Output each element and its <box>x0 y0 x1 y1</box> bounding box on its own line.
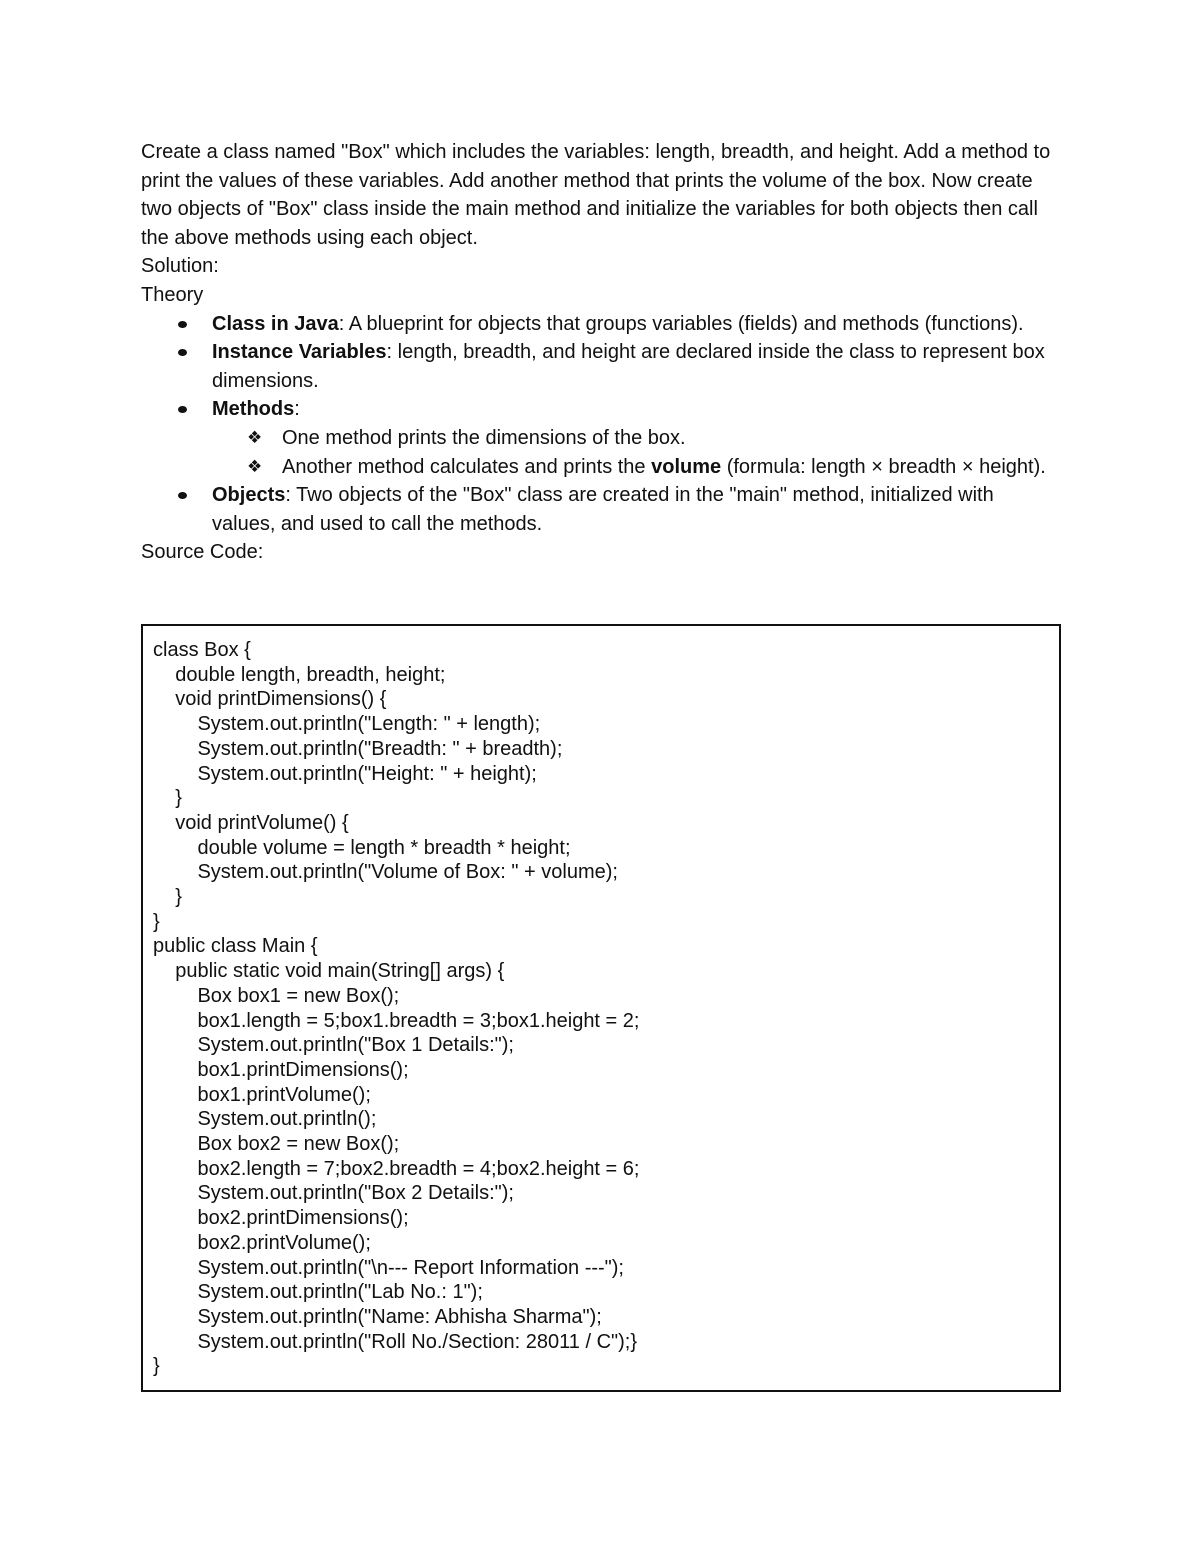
methods-subitem-text: (formula: length × breadth × height). <box>721 455 1046 478</box>
bullet-icon <box>178 406 187 413</box>
code-line: System.out.println("Length: " + length); <box>153 713 541 736</box>
code-line: System.out.println(); <box>153 1108 377 1131</box>
theory-desc: : Two objects of the "Box" class are created in the "main" method, initialized with values, and used to call the methods. <box>212 484 994 535</box>
theory-desc: : <box>294 398 300 421</box>
code-line: } <box>153 886 182 909</box>
code-line: box2.printVolume(); <box>153 1231 371 1254</box>
code-line: void printDimensions() { <box>153 688 387 711</box>
code-line: } <box>153 787 182 810</box>
code-line: System.out.println("Breadth: " + breadth); <box>153 737 563 760</box>
bullet-icon <box>178 492 187 499</box>
theory-term: Objects <box>212 484 286 507</box>
source-code-label: Source Code: <box>141 541 264 564</box>
code-line: box1.length = 5;box1.breadth = 3;box1.height = 2; <box>153 1009 640 1032</box>
code-line: System.out.println("Name: Abhisha Sharma"); <box>153 1305 602 1328</box>
code-line: } <box>153 1355 160 1378</box>
theory-term: Instance Variables <box>212 341 387 364</box>
code-line: System.out.println("Box 1 Details:"); <box>153 1034 514 1057</box>
code-line: } <box>153 910 160 933</box>
code-line: System.out.println("Lab No.: 1"); <box>153 1281 483 1304</box>
code-line: box2.printDimensions(); <box>153 1207 409 1230</box>
code-line: box1.printDimensions(); <box>153 1058 409 1081</box>
theory-heading: Theory <box>141 283 204 306</box>
theory-item-objects <box>141 481 1061 538</box>
code-line: System.out.println("Volume of Box: " + volume); <box>153 861 618 884</box>
code-line: public class Main { <box>153 935 318 958</box>
theory-item-instance-variables <box>141 338 1061 395</box>
code-line: double length, breadth, height; <box>153 663 446 686</box>
code-line: double volume = length * breadth * height; <box>153 836 571 859</box>
theory-item-class <box>141 310 1061 339</box>
diamond-bullet-icon: ❖ <box>247 456 263 477</box>
theory-item-methods <box>141 395 1061 481</box>
solution-label: Solution: <box>141 255 219 278</box>
code-line: System.out.println("Height: " + height); <box>153 762 537 785</box>
code-line: Box box1 = new Box(); <box>153 984 400 1007</box>
code-line: box2.length = 7;box2.breadth = 4;box2.height = 6; <box>153 1157 640 1180</box>
theory-desc: : length, breadth, and height are declared inside the class to represent box dimensions. <box>212 341 1045 392</box>
theory-term: Methods <box>212 398 295 421</box>
code-line: System.out.println("\n--- Report Information ---"); <box>153 1256 624 1279</box>
methods-subitem-bold: volume <box>651 455 722 478</box>
methods-subitem <box>212 424 1061 453</box>
methods-sublist <box>212 424 1061 481</box>
source-code-box <box>141 624 1061 1392</box>
theory-list <box>141 310 1061 539</box>
bullet-icon <box>178 321 187 328</box>
code-line: Box box2 = new Box(); <box>153 1133 400 1156</box>
code-line: class Box { <box>153 639 251 661</box>
code-line: void printVolume() { <box>153 811 349 834</box>
code-line: public static void main(String[] args) { <box>153 960 505 983</box>
theory-desc: : A blueprint for objects that groups variables (fields) and methods (functions). <box>338 312 1024 335</box>
question-text: Create a class named "Box" which includes the variables: length, breadth, and height. Add a method to print the values of these variables. Add another method that prints the volume of the box. Now create two objects of "Box" class inside the main method and initialize the variables for both objects then call the above methods using each object. <box>141 141 1051 249</box>
code-block <box>153 638 639 1379</box>
bullet-icon <box>178 349 187 356</box>
document-body <box>141 138 1061 567</box>
code-line: System.out.println("Box 2 Details:"); <box>153 1182 514 1205</box>
methods-subitem-text: Another method calculates and prints the <box>282 455 652 478</box>
diamond-bullet-icon: ❖ <box>247 427 263 448</box>
code-line: System.out.println("Roll No./Section: 28011 / C");} <box>153 1330 638 1353</box>
methods-subitem <box>212 453 1061 482</box>
theory-term: Class in Java <box>212 312 339 335</box>
methods-subitem-text: One method prints the dimensions of the box. <box>282 426 686 449</box>
code-line: box1.printVolume(); <box>153 1083 371 1106</box>
